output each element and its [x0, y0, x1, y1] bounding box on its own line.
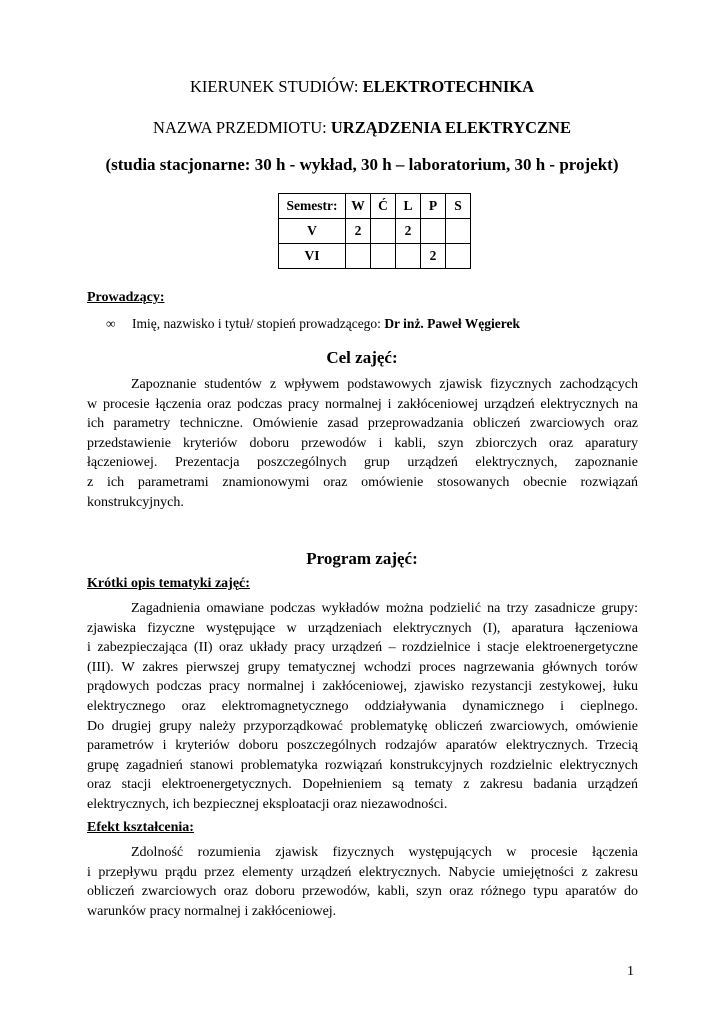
- table-cell: 2: [396, 219, 421, 244]
- goal-heading: Cel zajęć:: [326, 348, 398, 367]
- table-header-row: [279, 194, 471, 219]
- table-header-cell: P: [421, 194, 446, 219]
- table-cell: VI: [279, 244, 346, 269]
- page-number: 1: [627, 964, 634, 979]
- effect-paragraph: [87, 843, 638, 921]
- paragraph-line: Do drugiej grupy należy przyporządkować problematykę obliczeń zwarciowych, omówienie: [87, 718, 638, 734]
- paragraph-line: (III). W zakres pierwszej grupy tematycznej wchodzi proces nagrzewania głównych torów: [87, 659, 638, 675]
- program-heading: Program zajęć:: [306, 549, 418, 568]
- table-cell: 2: [346, 219, 371, 244]
- goal-paragraph: [87, 375, 638, 512]
- paragraph-line: grupę zagadnień stanowi problematyka rozwiązań konstrukcyjnych rozdzielnic elektrycznych: [87, 757, 638, 773]
- program-subheading: Krótki opis tematyki zajęć:: [87, 576, 250, 591]
- paragraph-line: obliczeń zwarciowych oraz doboru przewodów, kabli, szyn oraz różnego typu aparatów do: [87, 884, 638, 900]
- paragraph-line: oraz stacji elektroenergetycznych. Dopełnieniem są tematy z zakresu badania urządzeń: [87, 777, 638, 793]
- field-of-study-label: KIERUNEK STUDIÓW:: [189, 77, 363, 96]
- paragraph-line: Zdolność rozumienia zjawisk fizycznych występujących w procesie łączenia: [131, 845, 638, 860]
- lecturer-heading: Prowadzący:: [87, 290, 165, 305]
- paragraph-line: w procesie łączenia oraz podczas pracy normalnej i zakłóceniowej urządzeń elektrycznych na: [87, 396, 638, 412]
- table-header-cell: Semestr:: [279, 194, 346, 219]
- lecturer-name: Dr inż. Paweł Węgierek: [384, 316, 521, 331]
- table-cell: [371, 219, 396, 244]
- study-hours-heading: (studia stacjonarne: 30 h - wykład, 30 h – laboratorium, 30 h - projekt): [105, 155, 619, 174]
- course-name-label: NAZWA PRZEDMIOTU:: [153, 118, 331, 137]
- paragraph-line: elektrycznego oraz elektromagnetycznego oddziaływania dynamicznego i cieplnego.: [87, 698, 638, 714]
- paragraph-line: i zabezpieczająca (II) oraz układy pracy urządzeń – rozdzielnice i stacje elektroenergetyczne: [87, 640, 638, 656]
- semester-hours-table: [278, 193, 471, 269]
- table-header-cell: W: [346, 194, 371, 219]
- paragraph-line: parametrów i kryteriów doboru poszczególnych rodzajów aparatów elektrycznych. Trzecią: [87, 738, 638, 754]
- table-cell: V: [279, 219, 346, 244]
- lecturer-item: [106, 316, 520, 332]
- paragraph-line: elektrycznych, ich bezpiecznej eksploatacji oraz niezawodności.: [87, 796, 448, 812]
- table-cell: [446, 219, 471, 244]
- infinity-bullet-icon: ∞: [106, 316, 116, 331]
- field-of-study-value: ELEKTROTECHNIKA: [362, 77, 535, 96]
- course-name-value: URZĄDZENIA ELEKTRYCZNE: [330, 118, 571, 137]
- table-cell: 2: [421, 244, 446, 269]
- table-row: [279, 219, 471, 244]
- effect-heading: Efekt kształcenia:: [87, 820, 194, 835]
- paragraph-line: Zagadnienia omawiane podczas wykładów można podzielić na trzy zasadnicze grupy:: [131, 601, 638, 616]
- paragraph-line: prądowych podczas pracy normalnej i zakłóceniowej, zjawisko rezystancji zestykowej, łuku: [87, 679, 638, 695]
- field-of-study-heading: [0, 77, 724, 97]
- table-cell: [396, 244, 421, 269]
- paragraph-line: z ich parametrami znamionowymi oraz omówienie stosowanych obecnie rozwiązań: [87, 474, 638, 490]
- paragraph-line: ich parametry techniczne. Omówienie zasad przeprowadzania obliczeń zwarciowych oraz: [87, 416, 638, 432]
- course-name-heading: [0, 118, 724, 138]
- table-row: [279, 244, 471, 269]
- paragraph-line: przedstawienie kryteriów doboru przewodów i kabli, szyn zbiorczych oraz aparatury: [87, 435, 638, 451]
- paragraph-line: zjawiska fizyczne występujące w urządzeniach elektrycznych (I), aparatura łączeniowa: [87, 620, 638, 636]
- paragraph-line: i przepływu prądu przez elementy urządzeń elektrycznych. Nabycie umiejętności z zakresu: [87, 864, 638, 880]
- table-cell: [446, 244, 471, 269]
- program-paragraph: [87, 599, 638, 815]
- paragraph-line: konstrukcyjnych.: [87, 494, 184, 510]
- table-header-cell: S: [446, 194, 471, 219]
- table-cell: [346, 244, 371, 269]
- paragraph-line: warunków pracy normalnej i zakłóceniowej.: [87, 903, 337, 919]
- table-header-cell: Ć: [371, 194, 396, 219]
- table-cell: [371, 244, 396, 269]
- lecturer-label: Imię, nazwisko i tytuł/ stopień prowadzącego:: [132, 316, 385, 331]
- table-header-cell: L: [396, 194, 421, 219]
- paragraph-line: Zapoznanie studentów z wpływem podstawowych zjawisk fizycznych zachodzących: [131, 377, 638, 392]
- table-cell: [421, 219, 446, 244]
- paragraph-line: łączeniowej. Prezentacja poszczególnych grup urządzeń elektrycznych, zapoznanie: [87, 455, 638, 471]
